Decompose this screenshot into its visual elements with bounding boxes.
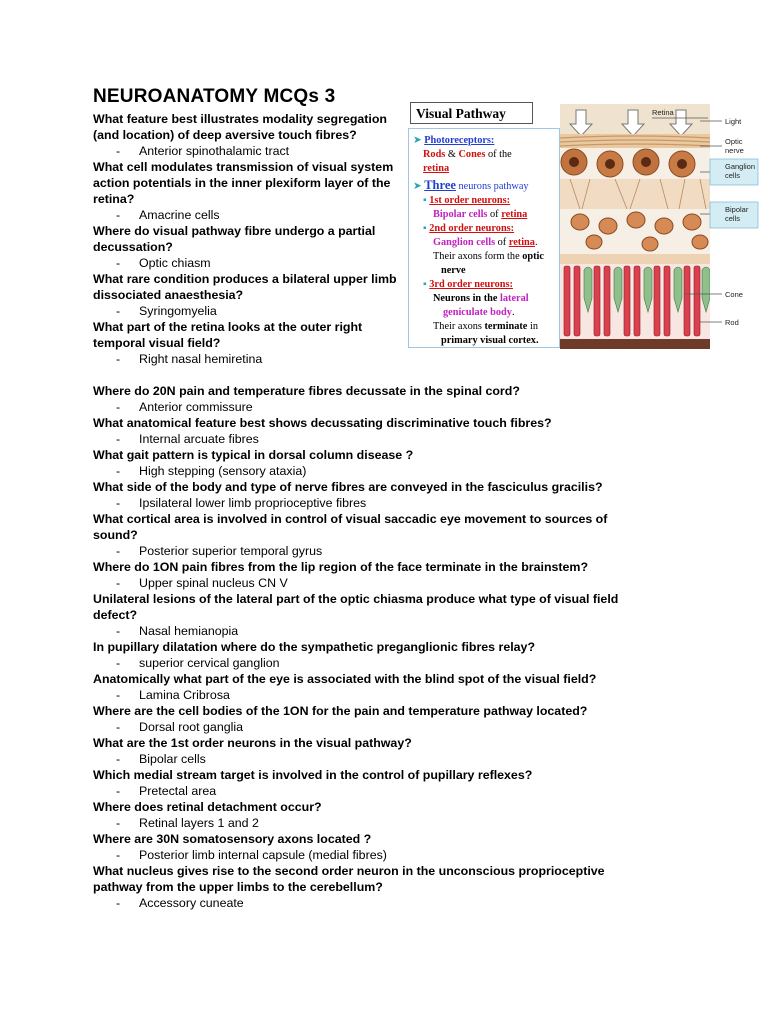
label-ganglion-1: Ganglion bbox=[725, 162, 756, 171]
answer-text: Bipolar cells bbox=[139, 752, 206, 766]
answer-item: - Syringomyelia bbox=[116, 304, 217, 318]
label-retina: Retina bbox=[652, 108, 674, 117]
answer-item: - Accessory cuneate bbox=[116, 896, 244, 910]
question-text: What cortical area is involved in control of visual saccadic eye movement to sources of sound? bbox=[93, 512, 608, 542]
answer-item: - Dorsal root ganglia bbox=[116, 720, 244, 734]
question-text: Where does retinal detachment occur? bbox=[93, 800, 322, 814]
retina-label: retina bbox=[501, 209, 528, 220]
answer-text: Accessory cuneate bbox=[139, 896, 244, 910]
figure-text-panel: ➤ Photoreceptors: Rods & Cones of the retina ➤ Three neurons pathway ▪ 1st order neurons: Bipolar cells of retina ▪ 2nd order neurons: Ganglion cells of retina. Their axons form the optic nerve ▪ 3rd order neurons: Neurons in the lateral geniculate body. Their axons terminate in primary visual cortex. bbox=[408, 128, 560, 348]
ganglion-cells: Ganglion cells bbox=[433, 237, 496, 248]
retina-label: retina bbox=[508, 237, 535, 248]
answer-text: Retinal layers 1 and 2 bbox=[139, 816, 259, 830]
answer-text: Ipsilateral lower limb proprioceptive fibres bbox=[139, 496, 367, 510]
of-the: of the bbox=[487, 149, 512, 160]
lateral-text: lateral bbox=[500, 293, 529, 304]
axons-text: Their axons form the bbox=[433, 251, 520, 262]
neurons-pathway: neurons pathway bbox=[458, 181, 529, 192]
question-text: Anatomically what part of the eye is associated with the blind spot of the visual field? bbox=[93, 672, 597, 686]
qa-list-top bbox=[93, 111, 403, 367]
question-text: What feature best illustrates modality segregation (and location) of deep aversive touch fibres? bbox=[93, 112, 387, 142]
answer-item: - Pretectal area bbox=[116, 784, 217, 798]
answer-text: Upper spinal nucleus CN V bbox=[139, 576, 288, 590]
answer-text: Nasal hemianopia bbox=[139, 624, 239, 638]
question-text: What rare condition produces a bilateral upper limb dissociated anaesthesia? bbox=[93, 272, 397, 302]
label-ganglion-2: cells bbox=[725, 171, 741, 180]
question-text: What cell modulates transmission of visual system action potentials in the inner plexiform layer of the retina? bbox=[93, 160, 394, 206]
answer-text: superior cervical ganglion bbox=[139, 656, 280, 670]
in-text: in bbox=[529, 321, 538, 332]
optic-text: optic bbox=[522, 251, 544, 262]
answer-item: - Amacrine cells bbox=[116, 208, 220, 222]
answer-item: - Posterior superior temporal gyrus bbox=[116, 544, 323, 558]
answer-text: Anterior commissure bbox=[139, 400, 253, 414]
question-text: In pupillary dilatation where do the sympathetic preganglionic fibres relay? bbox=[93, 640, 536, 654]
label-light: Light bbox=[725, 117, 742, 126]
question-text: What gait pattern is typical in dorsal column disease ? bbox=[93, 448, 414, 462]
answer-text: Lamina Cribrosa bbox=[139, 688, 230, 702]
question-text: Where do 20N pain and temperature fibres decussate in the spinal cord? bbox=[93, 384, 520, 398]
question-text: Where are 30N somatosensory axons located ? bbox=[93, 832, 372, 846]
answer-item: - Anterior spinothalamic tract bbox=[116, 144, 290, 158]
rods-label: Rods bbox=[423, 149, 446, 160]
answer-text: Right nasal hemiretina bbox=[139, 352, 263, 366]
three-label: Three bbox=[424, 178, 456, 192]
answer-item: - Retinal layers 1 and 2 bbox=[116, 816, 259, 830]
nerve-text: nerve bbox=[441, 265, 466, 276]
label-cone: Cone bbox=[725, 290, 743, 299]
cones-label: Cones bbox=[458, 149, 486, 160]
question-text: Unilateral lesions of the lateral part of the optic chiasma produce what type of visual field defect? bbox=[93, 592, 619, 622]
answer-item: - superior cervical ganglion bbox=[116, 656, 280, 670]
label-bipolar-2: cells bbox=[725, 214, 741, 223]
answer-item: - Upper spinal nucleus CN V bbox=[116, 576, 288, 590]
primary-cortex: primary visual cortex. bbox=[441, 335, 539, 346]
of: of bbox=[497, 237, 507, 248]
answer-item: - Optic chiasm bbox=[116, 256, 211, 270]
qa-list-bottom bbox=[93, 383, 653, 911]
question-text: What part of the retina looks at the outer right temporal visual field? bbox=[93, 320, 363, 350]
third-order-label: 3rd order neurons: bbox=[429, 279, 513, 290]
answer-text: Optic chiasm bbox=[139, 256, 211, 270]
answer-text: High stepping (sensory ataxia) bbox=[139, 464, 307, 478]
question-text: What anatomical feature best shows decussating discriminative touch fibres? bbox=[93, 416, 552, 430]
question-text: Where do 1ON pain fibres from the lip region of the face terminate in the brainstem? bbox=[93, 560, 589, 574]
their-axons: Their axons bbox=[433, 321, 482, 332]
answer-text: Amacrine cells bbox=[139, 208, 220, 222]
page-title: NEUROANATOMY MCQs 3 bbox=[93, 86, 336, 107]
first-order-label: 1st order neurons: bbox=[429, 195, 511, 206]
answer-text: Internal arcuate fibres bbox=[139, 432, 259, 446]
label-optic-1: Optic bbox=[725, 137, 743, 146]
terminate-text: terminate bbox=[484, 321, 528, 332]
question-text: What are the 1st order neurons in the visual pathway? bbox=[93, 736, 412, 750]
answer-item: - Posterior limb internal capsule (medial fibres) bbox=[116, 848, 387, 862]
label-optic-2: nerve bbox=[725, 146, 744, 155]
bipolar-cells: Bipolar cells bbox=[433, 209, 488, 220]
neurons-in-the: Neurons in the bbox=[433, 293, 498, 304]
answer-text: Pretectal area bbox=[139, 784, 217, 798]
question-text: What nucleus gives rise to the second order neuron in the unconscious proprioceptive pathway from the upper limbs to the cerebellum? bbox=[93, 864, 605, 894]
question-text: What side of the body and type of nerve fibres are conveyed in the fasciculus gracilis? bbox=[93, 480, 603, 494]
figure-title: Visual Pathway bbox=[410, 102, 533, 124]
answer-text: Anterior spinothalamic tract bbox=[139, 144, 290, 158]
label-rod: Rod bbox=[725, 318, 739, 327]
visual-pathway-figure bbox=[408, 102, 762, 349]
answer-text: Posterior limb internal capsule (medial fibres) bbox=[139, 848, 387, 862]
amp: & bbox=[447, 149, 456, 160]
answer-item: - Internal arcuate fibres bbox=[116, 432, 259, 446]
answer-item: - Ipsilateral lower limb proprioceptive fibres bbox=[116, 496, 367, 510]
geniculate-body: geniculate body bbox=[443, 307, 512, 318]
answer-text: Syringomyelia bbox=[139, 304, 217, 318]
answer-item: - Anterior commissure bbox=[116, 400, 253, 414]
retina-label: retina bbox=[423, 163, 450, 174]
answer-text: Posterior superior temporal gyrus bbox=[139, 544, 323, 558]
answer-item: - Bipolar cells bbox=[116, 752, 206, 766]
question-text: Where do visual pathway fibre undergo a partial decussation? bbox=[93, 224, 376, 254]
rods-cones-drawing bbox=[560, 264, 710, 349]
answer-item: - Lamina Cribrosa bbox=[116, 688, 230, 702]
answer-item: - Nasal hemianopia bbox=[116, 624, 239, 638]
question-text: Where are the cell bodies of the 1ON for the pain and temperature pathway located? bbox=[93, 704, 588, 718]
of: of bbox=[490, 209, 499, 220]
answer-item: - Right nasal hemiretina bbox=[116, 352, 263, 366]
answer-text: Dorsal root ganglia bbox=[139, 720, 244, 734]
question-text: Which medial stream target is involved in the control of pupillary reflexes? bbox=[93, 768, 533, 782]
label-bipolar-1: Bipolar bbox=[725, 205, 749, 214]
retina-illustration bbox=[560, 104, 762, 349]
answer-item: - High stepping (sensory ataxia) bbox=[116, 464, 307, 478]
photoreceptors-label: Photoreceptors: bbox=[424, 135, 495, 146]
second-order-label: 2nd order neurons: bbox=[429, 223, 515, 234]
